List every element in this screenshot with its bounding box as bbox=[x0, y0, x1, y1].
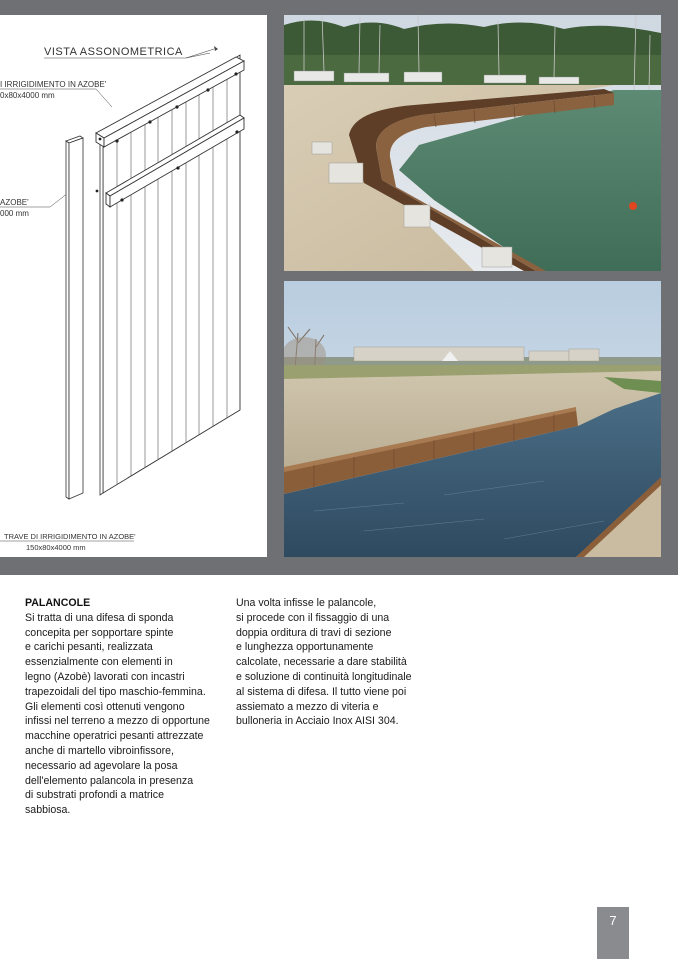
paragraph-line: concepita per sopportare spinte bbox=[25, 626, 174, 639]
label-mid-2: 000 mm bbox=[0, 209, 29, 218]
sheet-pile-diagram bbox=[0, 15, 267, 557]
axonometric-drawing bbox=[0, 15, 267, 557]
paragraph-line: sabbiosa. bbox=[25, 804, 71, 817]
paragraph-line: anche di martello vibroinfissore, bbox=[25, 744, 174, 757]
paragraph-line: e carichi pesanti, realizzata bbox=[25, 641, 153, 654]
paragraph-line: macchine operatrici pesanti attrezzate bbox=[25, 730, 204, 743]
paragraph-line: infissi nel terreno a mezzo di opportune bbox=[25, 715, 210, 728]
page-number: 7 bbox=[597, 907, 629, 959]
drawing-title: VISTA ASSONOMETRICA bbox=[44, 46, 183, 58]
paragraph-line: e lunghezza opportunamente bbox=[236, 641, 374, 654]
label-top-1: I IRRIGIDIMENTO IN AZOBE' bbox=[0, 80, 107, 89]
label-mid-1: AZOBE' bbox=[0, 198, 29, 207]
paragraph-line: assiemato a mezzo di viteria e bbox=[236, 700, 379, 713]
paragraph-line: e soluzione di continuità longitudinale bbox=[236, 670, 412, 683]
paragraph-line: Una volta infisse le palancole, bbox=[236, 597, 377, 609]
label-bottom-1: TRAVE DI IRRIGIDIMENTO IN AZOBE' bbox=[4, 532, 136, 541]
label-top-2: 0x80x4000 mm bbox=[0, 91, 55, 100]
marina-photo bbox=[284, 15, 661, 271]
paragraph-line: essenzialmente con elementi in bbox=[25, 656, 173, 669]
text-column-2 bbox=[236, 596, 436, 729]
paragraph-line: necessario ad agevolare la posa bbox=[25, 759, 178, 772]
paragraph-line: trapezoidali del tipo maschio-femmina. bbox=[25, 685, 206, 698]
paragraph-line: doppia orditura di travi di sezione bbox=[236, 626, 392, 639]
paragraph-line: si procede con il fissaggio di una bbox=[236, 611, 390, 624]
paragraph-line: legno (Azobè) lavorati con incastri bbox=[25, 670, 185, 683]
paragraph-line: dell'elemento palancola in presenza bbox=[25, 774, 194, 787]
paragraph-line: di substrati profondi a matrice bbox=[25, 789, 164, 802]
paragraph-line: Gli elementi così ottenuti vengono bbox=[25, 700, 185, 713]
paragraph-line: bulloneria in Acciaio Inox AISI 304. bbox=[236, 715, 399, 728]
paragraph-line: al sistema di difesa. Il tutto viene poi bbox=[236, 685, 407, 698]
paragraph-line: Si tratta di una difesa di sponda bbox=[25, 611, 174, 624]
section-heading: PALANCOLE bbox=[25, 597, 91, 609]
canal-photo bbox=[284, 281, 661, 557]
label-bottom-2: 150x80x4000 mm bbox=[26, 543, 86, 552]
paragraph-line: calcolate, necessarie a dare stabilità bbox=[236, 656, 407, 669]
text-column-1 bbox=[25, 596, 225, 818]
